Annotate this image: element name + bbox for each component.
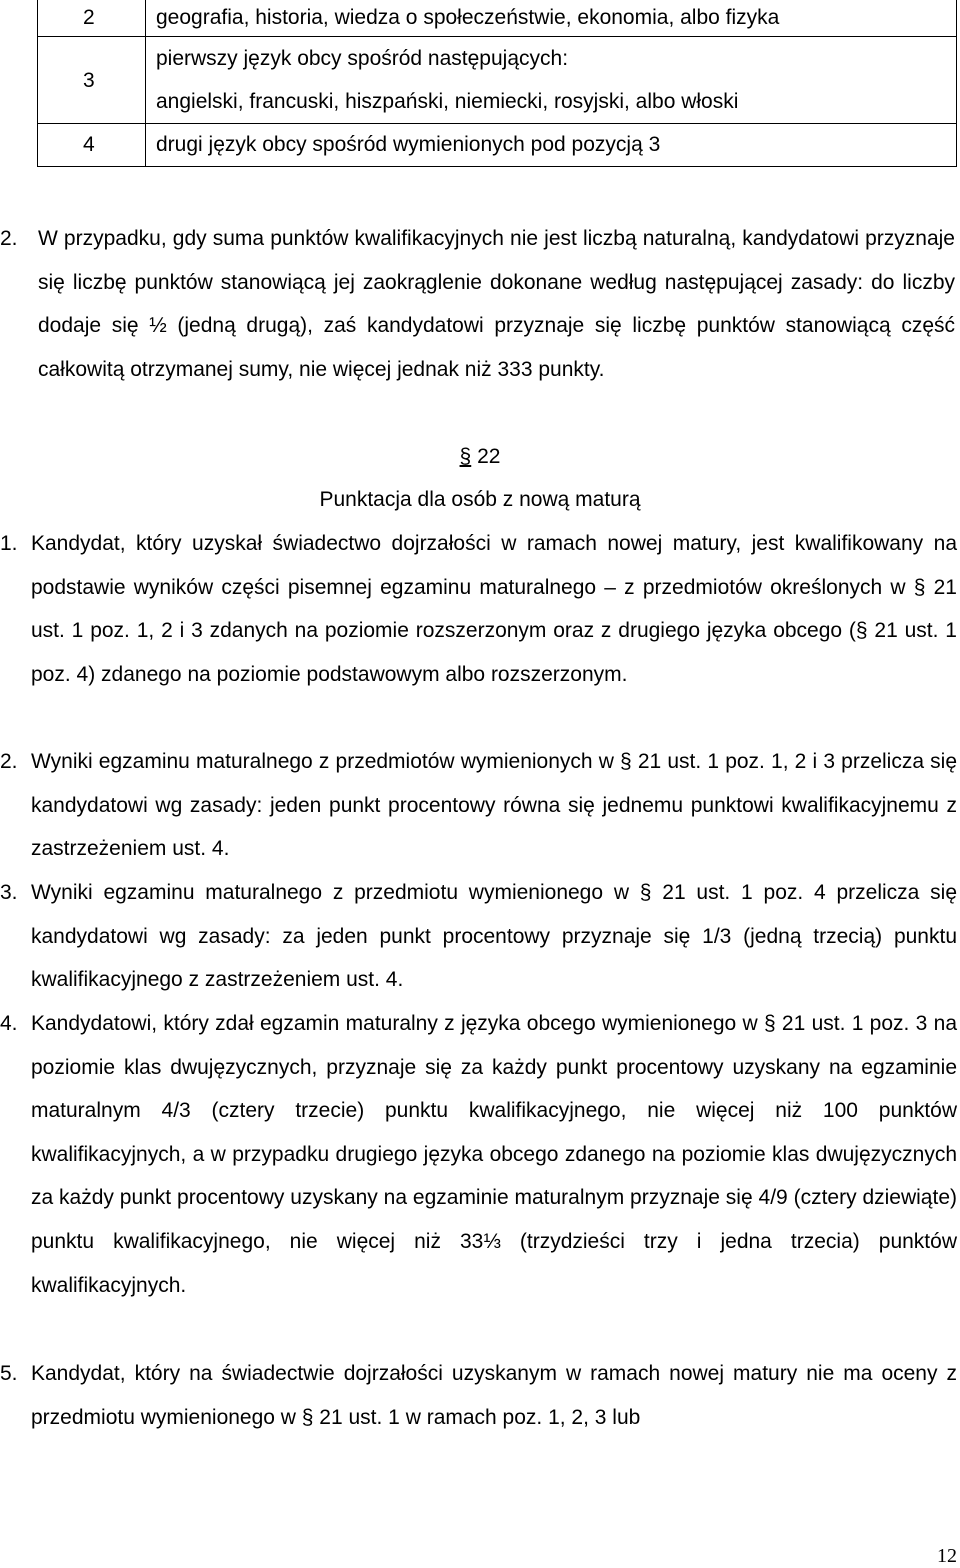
list-item	[0, 740, 957, 871]
item-text: Wyniki egzaminu maturalnego z przedmiotów wymienionych w § 21 ust. 1 poz. 1, 2 i 3 przelicza się kandydatowi wg zasady: jeden punkt procentowy równa się jednemu punktowi kwalifikacyjnemu z zastrzeżeniem ust. 4.	[31, 750, 957, 861]
paragraph-rounding-rule	[0, 217, 955, 391]
row-text-line: pierwszy język obcy spośród następujących:	[156, 47, 569, 70]
table-row	[38, 0, 957, 37]
item-text: Kandydat, który na świadectwie dojrzałości uzyskanym w ramach nowej matury nie ma oceny z przedmiotu wymienionego w § 21 ust. 1 w ramach poz. 1, 2, 3 lub	[31, 1362, 957, 1429]
row-number: 4	[38, 124, 146, 167]
row-number: 2	[38, 0, 146, 37]
list-item	[0, 1352, 957, 1439]
item-number: 3.	[0, 881, 18, 904]
list-item	[0, 522, 957, 696]
row-text	[146, 37, 957, 124]
item-number: 2.	[0, 750, 18, 773]
subjects-table	[37, 0, 957, 167]
row-number: 3	[38, 37, 146, 124]
item-number: 1.	[0, 532, 18, 555]
row-text-line: angielski, francuski, hiszpański, niemiecki, rosyjski, albo włoski	[156, 90, 739, 113]
table-row	[38, 124, 957, 167]
item-number: 5.	[0, 1362, 18, 1385]
section-sign: §	[459, 445, 472, 468]
item-text: Kandydat, który uzyskał świadectwo dojrzałości w ramach nowej matury, jest kwalifikowany na podstawie wyników części pisemnej egzaminu maturalnego – z przedmiotów określonych w § 21 ust. 1 poz. 1, 2 i 3 zdanych na poziomie rozszerzonym oraz z drugiego języka obcego (§ 21 ust. 1 poz. 4) zdanego na poziomie podstawowym albo rozszerzonym.	[31, 532, 957, 686]
item-number: 4.	[0, 1012, 18, 1035]
table-row	[38, 37, 957, 124]
list-item	[0, 1002, 957, 1307]
section-title: Punktacja dla osób z nową maturą	[319, 488, 641, 511]
item-number: 2.	[0, 227, 18, 250]
page-number: 12	[937, 1545, 957, 1567]
section-paragraph-header	[0, 442, 960, 472]
row-text: geografia, historia, wiedza o społeczeństwie, ekonomia, albo fizyka	[146, 0, 957, 37]
item-text: W przypadku, gdy suma punktów kwalifikacyjnych nie jest liczbą naturalną, kandydatowi przyznaje się liczbę punktów stanowiącą jej zaokrąglenie dokonane według następującej zasady: do liczby dodaje się ½ (jedną drugą), zaś kandydatowi przyznaje się liczbę punktów stanowiącą część całkowitą otrzymanej sumy, nie więcej jednak niż 333 punkty.	[38, 227, 955, 381]
item-text: Wyniki egzaminu maturalnego z przedmiotu wymienionego w § 21 ust. 1 poz. 4 przelicza się kandydatowi wg zasady: za jeden punkt procentowy przyznaje się 1/3 (jedną trzecią) punktu kwalifikacyjnego z zastrzeżeniem ust. 4.	[31, 881, 957, 992]
list-item	[0, 871, 957, 1002]
section-number: 22	[477, 445, 501, 468]
row-text: drugi język obcy spośród wymienionych pod pozycją 3	[146, 124, 957, 167]
item-text: Kandydatowi, który zdał egzamin maturalny z języka obcego wymienionego w § 21 ust. 1 poz. 3 na poziomie klas dwujęzycznych, przyznaje się za każdy punkt procentowy uzyskany na egzaminie maturalnym 4/3 (cztery trzecie) punktu kwalifikacyjnego, nie więcej niż 100 punktów kwalifikacyjnych, a w przypadku drugiego języka obcego zdanego na poziomie klas dwujęzycznych za każdy punkt procentowy uzyskany na egzaminie maturalnym przyznaje się 4/9 (cztery dziewiąte) punktu kwalifikacyjnego, nie więcej niż 33⅓ (trzydzieści trzy i jedna trzecia) punktów kwalifikacyjnych.	[31, 1012, 957, 1297]
